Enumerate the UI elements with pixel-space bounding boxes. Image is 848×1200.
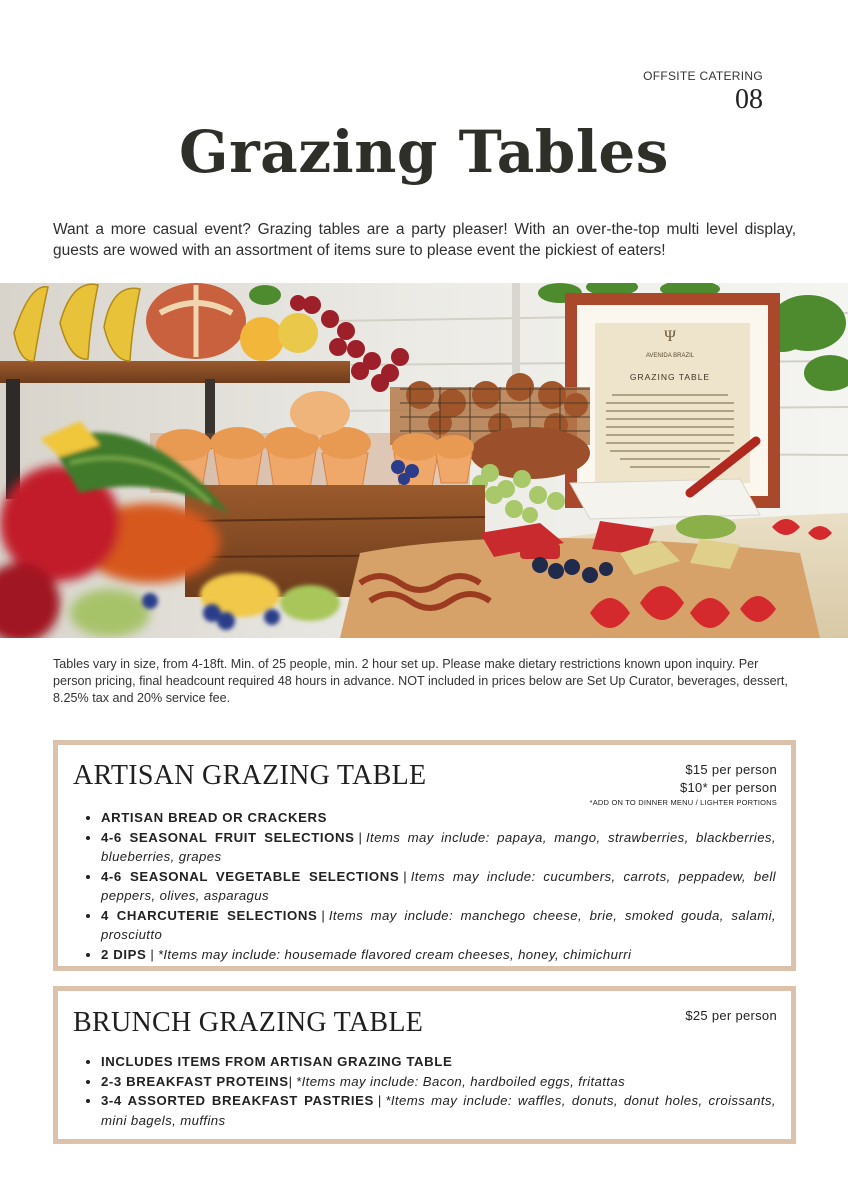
artisan-addon-price: $10* per person — [679, 780, 777, 795]
list-item — [101, 906, 776, 945]
artisan-grazing-table-card — [53, 740, 796, 971]
item-name: 4 CHARCUTERIE SELECTIONS — [101, 907, 318, 923]
separator: | — [403, 868, 407, 884]
item-description: *Items may include: waffles, donuts, donut holes, croissants, mini bagels, muffins — [101, 1093, 776, 1128]
item-name: 4-6 SEASONAL FRUIT SELECTIONS — [101, 829, 355, 845]
separator: | — [321, 907, 325, 923]
page-number: 08 — [735, 84, 763, 115]
section-label: OFFSITE CATERING — [643, 69, 763, 83]
brunch-grazing-table-card — [53, 986, 796, 1144]
artisan-price: $15 per person — [685, 762, 777, 777]
list-item — [101, 1091, 776, 1130]
item-name: 2-3 BREAKFAST PROTEINS — [101, 1073, 289, 1089]
intro-paragraph: Want a more casual event? Grazing tables are a party pleaser! With an over-the-top multi level display, guests are wowed with an assortment of items sure to please event the pickiest of eaters! — [53, 221, 796, 259]
artisan-item-list — [78, 808, 776, 964]
details-paragraph: Tables vary in size, from 4-18ft. Min. of 25 people, min. 2 hour set up. Please make dietary restrictions known upon inquiry. Per person pricing, final headcount required 48 hours in advance. NOT included in prices below are Set Up Curator, beverages, dessert, 8.25% tax and 20% service fee. — [53, 657, 788, 705]
separator: | — [150, 946, 154, 962]
list-item — [101, 945, 776, 965]
list-item — [101, 828, 776, 867]
brunch-item-list — [78, 1052, 776, 1130]
list-item — [101, 1052, 776, 1072]
brunch-price-block — [685, 1007, 777, 1025]
sign-title: GRAZING TABLE — [629, 372, 711, 382]
item-name: ARTISAN BREAD OR CRACKERS — [101, 810, 328, 825]
item-name: 2 DIPS — [101, 946, 147, 962]
item-description: *Items may include: Bacon, hardboiled eggs, fritattas — [296, 1073, 626, 1089]
artisan-price-block — [590, 761, 777, 807]
artisan-price-note: *ADD ON TO DINNER MENU / LIGHTER PORTIONS — [589, 798, 777, 807]
item-name: INCLUDES ITEMS FROM ARTISAN GRAZING TABLE — [101, 1054, 453, 1069]
hero-photo — [0, 283, 848, 638]
svg-text:Ψ: Ψ — [664, 328, 676, 345]
grazing-table-photo — [0, 283, 848, 638]
item-description: Items may include: manchego cheese, brie, smoked gouda, salami, prosciutto — [101, 907, 776, 942]
artisan-title: ARTISAN GRAZING TABLE — [73, 760, 427, 791]
item-name: 3-4 ASSORTED BREAKFAST PASTRIES — [101, 1093, 374, 1108]
item-description: *Items may include: housemade flavored cream cheeses, honey, chimichurri — [157, 946, 632, 962]
item-name: 4-6 SEASONAL VEGETABLE SELECTIONS — [101, 868, 400, 884]
brunch-title: BRUNCH GRAZING TABLE — [73, 1007, 424, 1038]
sign-brand: AVENIDA BRAZIL — [645, 353, 695, 359]
separator: | — [377, 1093, 382, 1108]
item-description: Items may include: papaya, mango, strawberries, blackberries, blueberries, grapes — [101, 829, 776, 864]
page-title: Grazing Tables — [179, 118, 669, 186]
list-item — [101, 808, 776, 828]
brunch-price: $25 per person — [685, 1008, 777, 1023]
list-item — [101, 867, 776, 906]
item-description: Items may include: cucumbers, carrots, peppadew, bell peppers, olives, asparagus — [101, 868, 776, 903]
separator: | — [288, 1073, 293, 1089]
separator: | — [358, 829, 362, 845]
list-item — [101, 1072, 776, 1092]
